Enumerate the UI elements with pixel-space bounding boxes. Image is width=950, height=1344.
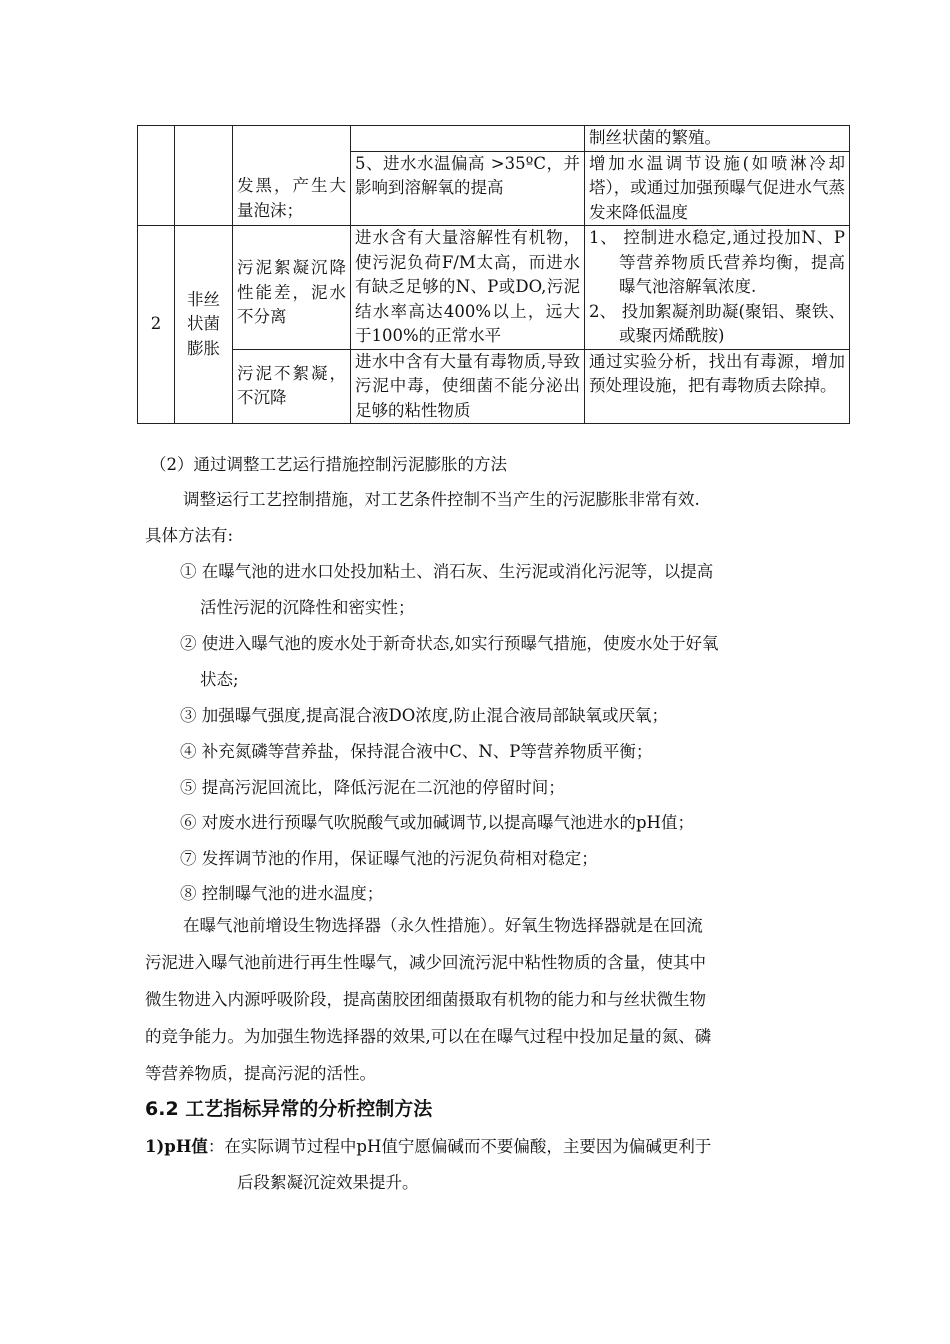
fix-item: 2、 投加絮凝剂助凝(聚铝、聚铁、或聚丙烯酰胺)	[589, 301, 845, 345]
table-cell-symptom: 发黑，产生大量泡沫；	[233, 126, 351, 226]
table-cell-number: 2	[138, 226, 175, 424]
table-cell-cause: 5、进水水温偏高 >35ºC，并影响到溶解氧的提高	[351, 151, 585, 226]
table-cell-fix	[585, 226, 850, 350]
paragraph-line: 微生物进入内源呼吸阶段，提高菌胶团细菌摄取有机物的能力和与丝状微生物	[145, 990, 706, 1009]
fix-item: 1、 控制进水稳定,通过投加N、P等营养物质氏营养均衡，提高曝气池溶解氧浓度.	[589, 228, 845, 296]
table-cell-fix: 通过实验分析，找出有毒源，增加预处理设施，把有毒物质去除掉。	[585, 349, 850, 424]
table-cell-number	[138, 126, 175, 226]
subsection-title: （2）通过调整工艺运行措施控制污泥膨胀的方法	[150, 455, 507, 474]
table-row	[138, 349, 850, 424]
list-item-continuation: 活性污泥的沉降性和密实性；	[200, 598, 415, 617]
list-item: ⑥ 对废水进行预曝气吹脱酸气或加碱调节,以提高曝气池进水的pH值；	[180, 813, 694, 832]
list-item: ⑤ 提高污泥回流比，降低污泥在二沉池的停留时间；	[180, 778, 565, 797]
paragraph-line: 在曝气池前增设生物选择器（永久性措施）。好氧生物选择器就是在回流	[183, 916, 703, 935]
table-cell-symptom: 污泥絮凝沉降性能差，泥水不分离	[233, 226, 351, 350]
paragraph: 调整运行工艺控制措施，对工艺条件控制不当产生的污泥膨胀非常有效.	[183, 490, 700, 509]
section-heading: 6.2 工艺指标异常的分析控制方法	[145, 1098, 433, 1120]
table-cell-cause	[351, 126, 585, 152]
table-row	[138, 226, 850, 350]
ph-label: 1)pH值	[145, 1137, 208, 1156]
table-cell-symptom: 污泥不絮凝，不沉降	[233, 349, 351, 424]
table-cell-cause: 进水中含有大量有毒物质,导致污泥中毒，使细菌不能分泌出足够的粘性物质	[351, 349, 585, 424]
table-cell-category: 非丝状菌膨胀	[175, 226, 233, 424]
list-item: ⑧ 控制曝气池的进水温度；	[180, 884, 384, 903]
ph-paragraph-continuation: 后段絮凝沉淀效果提升。	[237, 1173, 419, 1192]
list-item: ③ 加强曝气强度,提高混合液DO浓度,防止混合液局部缺氧或厌氧；	[180, 706, 668, 725]
table-cell-fix: 制丝状菌的繁殖。	[585, 126, 850, 152]
list-item-continuation: 状态;	[200, 670, 239, 689]
paragraph-line: 等营养物质，提高污泥的活性。	[145, 1064, 376, 1083]
table-row	[138, 126, 850, 152]
paragraph: 具体方法有:	[145, 526, 234, 545]
ph-text: ：在实际调节过程中pH值宁愿偏碱而不要偏酸，主要因为偏碱更利于	[207, 1137, 712, 1156]
table-cell-fix: 增加水温调节设施(如喷淋冷却塔），或通过加强预曝气促进水气蒸发来降低温度	[585, 151, 850, 226]
paragraph-line: 的竞争能力。为加强生物选择器的效果,可以在在曝气过程中投加足量的氮、磷	[145, 1027, 712, 1046]
list-item: ② 使进入曝气池的废水处于新奇状态,如实行预曝气措施，使废水处于好氧	[180, 634, 719, 653]
sludge-bulking-table	[137, 125, 850, 424]
list-item: ① 在曝气池的进水口处投加粘土、消石灰、生污泥或消化污泥等，以提高	[180, 562, 714, 581]
paragraph-line: 污泥进入曝气池前进行再生性曝气，减少回流污泥中粘性物质的含量，使其中	[145, 953, 706, 972]
table-cell-cause: 进水含有大量溶解性有机物，使污泥负荷F/M太高，而进水有缺乏足够的N、P或DO,污泥结水率高达400%以上，远大于100%的正常水平	[351, 226, 585, 350]
list-item: ④ 补充氮磷等营养盐，保持混合液中C、N、P等营养物质平衡；	[180, 742, 653, 761]
ph-paragraph	[145, 1137, 815, 1157]
list-item: ⑦ 发挥调节池的作用，保证曝气池的污泥负荷相对稳定；	[180, 849, 598, 868]
table-cell-category	[175, 126, 233, 226]
